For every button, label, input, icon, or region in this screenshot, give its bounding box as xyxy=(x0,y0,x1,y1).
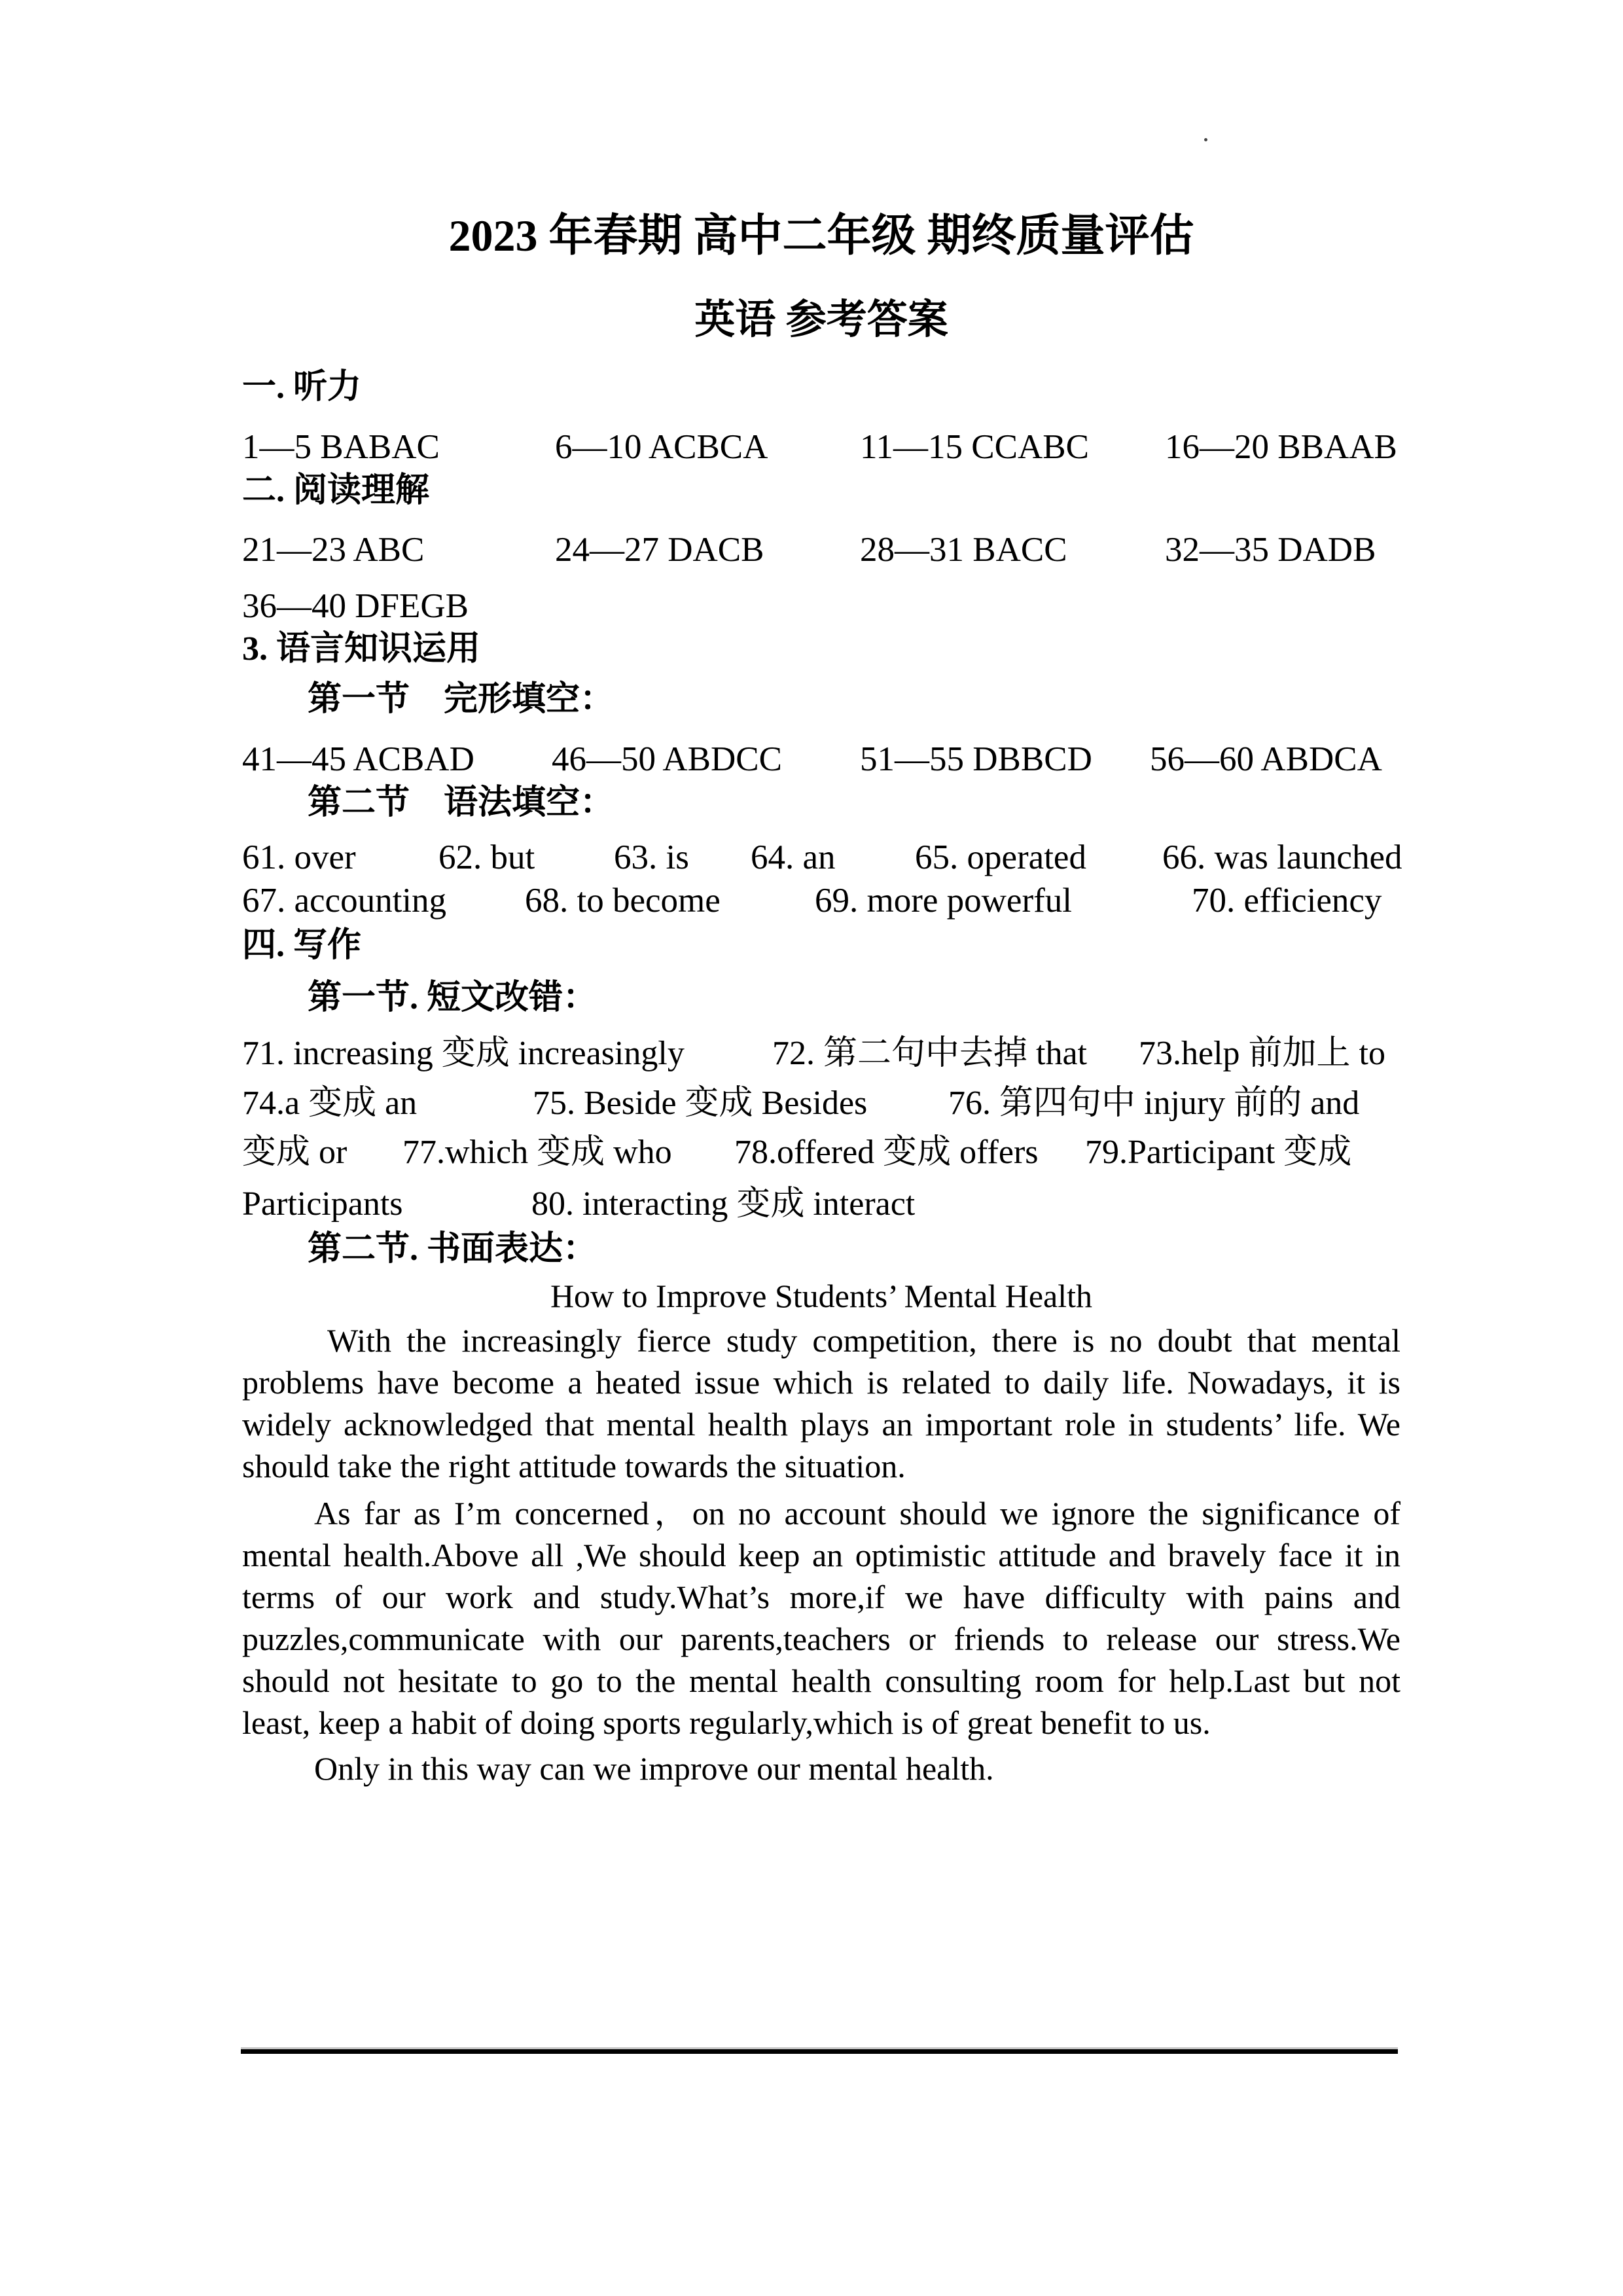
section-heading-writing: 四. 写作 xyxy=(242,927,362,964)
answer-item: 56—60 ABDCA xyxy=(1150,740,1382,778)
answer-item: 62. but xyxy=(438,838,535,876)
answer-row-reading-2 xyxy=(242,584,1414,628)
answer-item: 79.Participant 变成 xyxy=(1085,1134,1352,1171)
answer-item: 64. an xyxy=(751,838,836,876)
essay-paragraph-2: As far as I’m concerned，on no account should we ignore the significance of mental health.Above all ,We should keep an optimistic attitude and bravely face it in terms of our work and study.What’s more,if we have difficulty with pains and puzzles,communicate with our parents,teachers or friends to release our stress.We should not hesitate to go to the mental health consulting room for help.Last but not least, keep a habit of doing sports regularly,which is of great benefit to us. xyxy=(242,1495,1400,1741)
section-heading-listening: 一. 听力 xyxy=(242,368,362,406)
answer-item: Participants xyxy=(242,1185,403,1223)
answer-row-reading-1 xyxy=(242,528,1414,571)
answer-item: 78.offered 变成 offers xyxy=(734,1134,1039,1171)
subsection-heading-error-correction: 第一节. 短文改错： xyxy=(308,979,597,1016)
section-heading-language-use: 3. 语言知识运用 xyxy=(242,630,481,668)
answer-item: 63. is xyxy=(614,838,689,876)
answer-item: 21—23 ABC xyxy=(242,531,425,569)
answer-item: 1—5 BABAC xyxy=(242,428,440,466)
answer-row-correction-3 xyxy=(242,1131,1414,1174)
answer-item: 80. interacting 变成 interact xyxy=(531,1185,916,1223)
answer-row-listening xyxy=(242,425,1414,469)
answer-item: 77.which 变成 who xyxy=(402,1134,672,1171)
answer-item: 变成 or xyxy=(242,1134,348,1171)
answer-item: 36—40 DFEGB xyxy=(242,587,469,625)
subsection-heading-grammar-fill: 第二节 语法填空： xyxy=(308,784,615,821)
answer-item: 73.help 前加上 to xyxy=(1139,1035,1385,1072)
answer-item: 71. increasing 变成 increasingly xyxy=(242,1035,685,1072)
answer-item: 61. over xyxy=(242,838,356,876)
section-heading-reading: 二. 阅读理解 xyxy=(242,472,430,509)
answer-row-cloze xyxy=(242,738,1414,781)
essay-closing-line: Only in this way can we improve our mental health. xyxy=(314,1750,994,1787)
answer-item: 70. efficiency xyxy=(1192,882,1382,920)
answer-item: 24—27 DACB xyxy=(555,531,764,569)
answer-row-grammar-2 xyxy=(242,879,1414,922)
essay-title: How to Improve Students’ Mental Health xyxy=(550,1278,1093,1314)
answer-item: 65. operated xyxy=(915,838,1086,876)
answer-item: 74.a 变成 an xyxy=(242,1085,418,1122)
answer-item: 66. was launched xyxy=(1162,838,1402,876)
answer-item: 69. more powerful xyxy=(815,882,1072,920)
answer-row-grammar-1 xyxy=(242,836,1414,879)
answer-row-correction-2 xyxy=(242,1082,1414,1124)
answer-item: 72. 第二句中去掉 that xyxy=(772,1035,1087,1072)
answer-item: 6—10 ACBCA xyxy=(555,428,768,466)
answer-item: 41—45 ACBAD xyxy=(242,740,474,778)
answer-item: 28—31 BACC xyxy=(860,531,1067,569)
answer-item: 11—15 CCABC xyxy=(860,428,1089,466)
exam-subtitle: 英语 参考答案 xyxy=(694,298,948,342)
exam-title: 2023 年春期 高中二年级 期终质量评估 xyxy=(448,211,1194,260)
answer-item: 32—35 DADB xyxy=(1165,531,1376,569)
answer-row-correction-4 xyxy=(242,1183,1414,1225)
answer-item: 75. Beside 变成 Besides xyxy=(533,1085,868,1122)
stray-dot-artifact xyxy=(1204,138,1207,141)
essay-paragraph-1: With the increasingly fierce study competition, there is no doubt that mental problems have become a heated issue which is related to daily life. Nowadays, it is widely acknowledged that mental health plays an important role in students’ life. We should take the right attitude towards the situation. xyxy=(242,1322,1400,1484)
footer-rule xyxy=(241,2047,1398,2054)
subsection-heading-cloze: 第一节 完形填空： xyxy=(308,681,615,718)
answer-item: 46—50 ABDCC xyxy=(552,740,782,778)
subsection-heading-written-expression: 第二节. 书面表达： xyxy=(308,1230,597,1268)
answer-item: 16—20 BBAAB xyxy=(1165,428,1397,466)
answer-item: 76. 第四句中 injury 前的 and xyxy=(948,1085,1360,1122)
answer-row-correction-1 xyxy=(242,1032,1414,1075)
answer-item: 68. to become xyxy=(525,882,721,920)
answer-item: 51—55 DBBCD xyxy=(860,740,1092,778)
answer-item: 67. accounting xyxy=(242,882,447,920)
